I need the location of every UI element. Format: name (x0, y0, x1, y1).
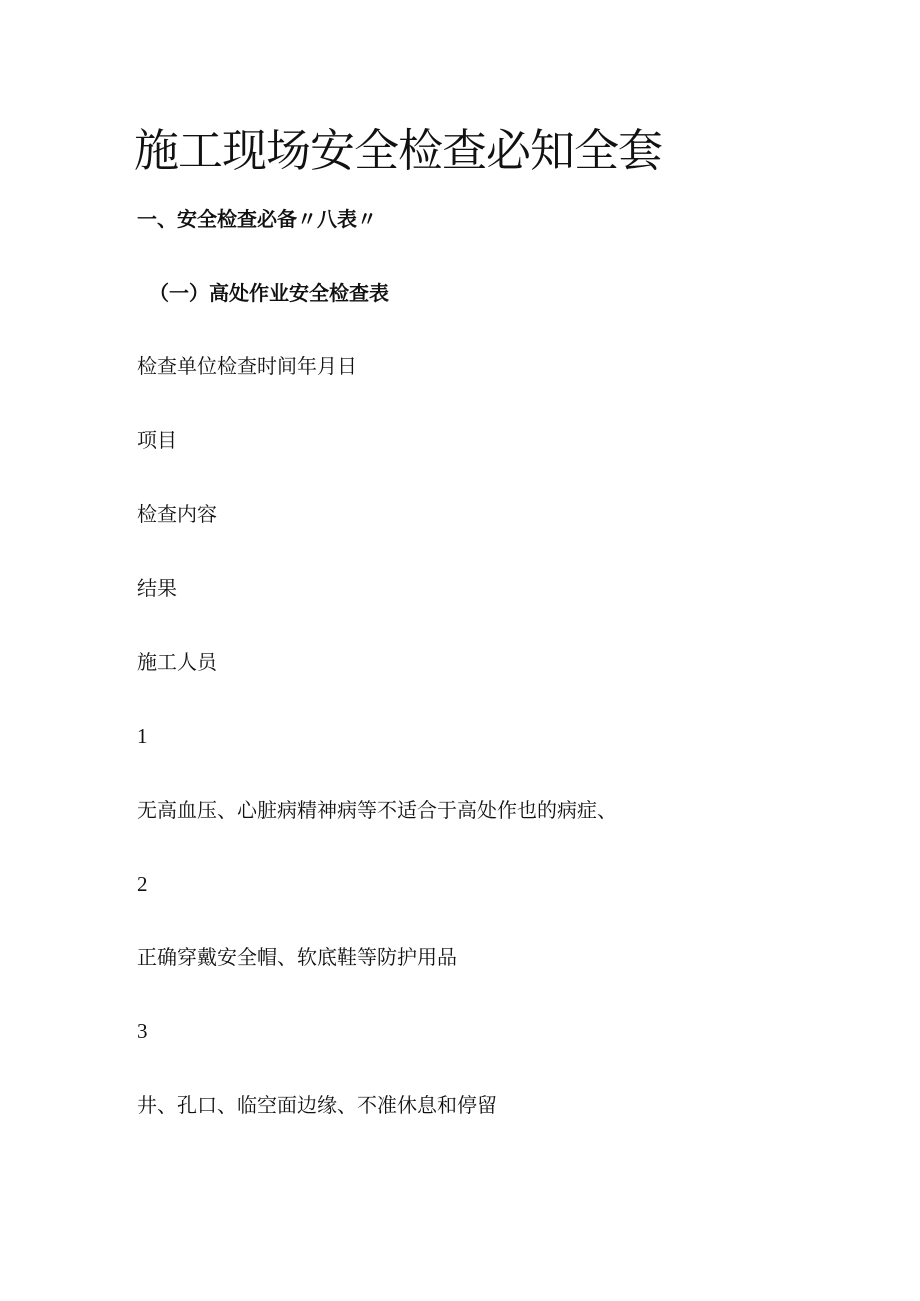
item-number: 1 (137, 724, 148, 748)
inspection-info-line: 检查单位检查时间年月日 (137, 354, 357, 378)
section-heading: 一、安全检查必备〃八表〃 (137, 207, 377, 231)
document-title: 施工现场安全检查必知全套 (134, 124, 663, 177)
column-header-item: 项目 (137, 428, 177, 452)
category-label: 施工人员 (137, 650, 217, 674)
item-number: 2 (137, 872, 148, 896)
item-content: 正确穿戴安全帽、软底鞋等防护用品 (137, 945, 457, 969)
column-header-content: 检查内容 (137, 502, 217, 526)
item-number: 3 (137, 1019, 148, 1043)
item-content: 井、孔口、临空面边缘、不准休息和停留 (137, 1093, 497, 1117)
subsection-heading: （一）高处作业安全检查表 (149, 281, 389, 305)
item-content: 无高血压、心脏病精神病等不适合于高处作也的病症、 (137, 798, 617, 822)
column-header-result: 结果 (137, 576, 177, 600)
